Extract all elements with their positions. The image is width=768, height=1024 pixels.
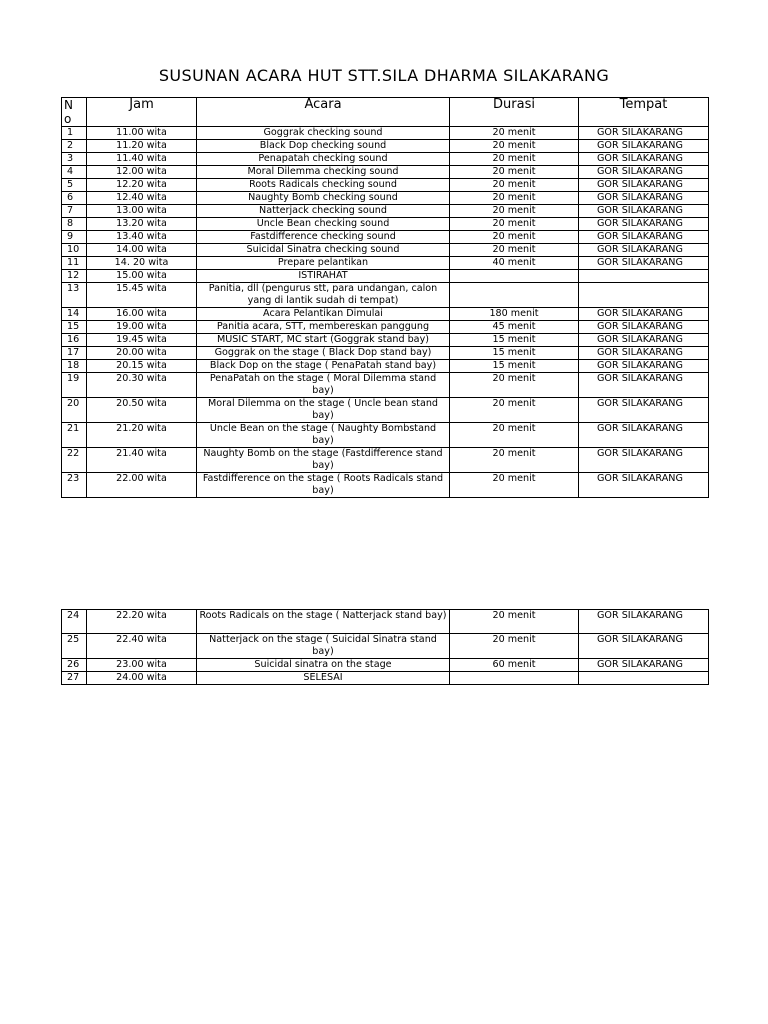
- cell-tempat: GOR SILAKARANG: [579, 448, 709, 473]
- cell-no: 27: [62, 672, 87, 685]
- cell-no: 3: [62, 153, 87, 166]
- cell-durasi: 60 menit: [450, 659, 579, 672]
- cell-tempat: GOR SILAKARANG: [579, 659, 709, 672]
- cell-durasi: 20 menit: [450, 634, 579, 659]
- cell-tempat: [579, 283, 709, 308]
- cell-no: 17: [62, 347, 87, 360]
- cell-jam: 19.45 wita: [87, 334, 197, 347]
- table-row: [62, 270, 709, 283]
- cell-durasi: 20 menit: [450, 179, 579, 192]
- cell-durasi: 40 menit: [450, 257, 579, 270]
- table-row: [62, 218, 709, 231]
- cell-acara: Fastdifference checking sound: [197, 231, 450, 244]
- cell-jam: 14. 20 wita: [87, 257, 197, 270]
- cell-jam: 14.00 wita: [87, 244, 197, 257]
- cell-durasi: 20 menit: [450, 610, 579, 634]
- cell-durasi: 15 menit: [450, 334, 579, 347]
- cell-durasi: 20 menit: [450, 423, 579, 448]
- cell-jam: 23.00 wita: [87, 659, 197, 672]
- table-row: [62, 448, 709, 473]
- table-row: [62, 192, 709, 205]
- cell-acara: Panitia, dll (pengurus stt, para undangan, calon yang di lantik sudah di tempat): [197, 283, 450, 308]
- cell-durasi: [450, 283, 579, 308]
- table-row: [62, 398, 709, 423]
- header-jam: Jam: [87, 98, 197, 127]
- cell-no: 22: [62, 448, 87, 473]
- table-row: [62, 659, 709, 672]
- table-row: [62, 257, 709, 270]
- table-row: [62, 140, 709, 153]
- cell-jam: 15.45 wita: [87, 283, 197, 308]
- cell-tempat: GOR SILAKARANG: [579, 610, 709, 634]
- cell-tempat: GOR SILAKARANG: [579, 347, 709, 360]
- table-row: [62, 672, 709, 685]
- cell-tempat: GOR SILAKARANG: [579, 373, 709, 398]
- cell-acara: Suicidal sinatra on the stage: [197, 659, 450, 672]
- cell-durasi: 20 menit: [450, 140, 579, 153]
- cell-no: 15: [62, 321, 87, 334]
- cell-tempat: GOR SILAKARANG: [579, 257, 709, 270]
- cell-jam: 20.50 wita: [87, 398, 197, 423]
- cell-jam: 13.00 wita: [87, 205, 197, 218]
- cell-durasi: [450, 270, 579, 283]
- cell-durasi: 20 menit: [450, 205, 579, 218]
- cell-acara: ISTIRAHAT: [197, 270, 450, 283]
- header-tempat: Tempat: [579, 98, 709, 127]
- cell-no: 8: [62, 218, 87, 231]
- cell-no: 11: [62, 257, 87, 270]
- cell-acara: Penapatah checking sound: [197, 153, 450, 166]
- cell-jam: 21.20 wita: [87, 423, 197, 448]
- cell-acara: Acara Pelantikan Dimulai: [197, 308, 450, 321]
- cell-jam: 15.00 wita: [87, 270, 197, 283]
- cell-tempat: GOR SILAKARANG: [579, 166, 709, 179]
- cell-durasi: 180 menit: [450, 308, 579, 321]
- cell-tempat: [579, 270, 709, 283]
- cell-tempat: GOR SILAKARANG: [579, 192, 709, 205]
- table-row: [62, 308, 709, 321]
- table-row: [62, 423, 709, 448]
- cell-durasi: 20 menit: [450, 398, 579, 423]
- table-row: [62, 179, 709, 192]
- cell-durasi: 20 menit: [450, 244, 579, 257]
- cell-no: 13: [62, 283, 87, 308]
- cell-durasi: 20 menit: [450, 231, 579, 244]
- cell-acara: Uncle Bean on the stage ( Naughty Bombstand bay): [197, 423, 450, 448]
- cell-durasi: 15 menit: [450, 347, 579, 360]
- cell-no: 4: [62, 166, 87, 179]
- cell-no: 2: [62, 140, 87, 153]
- cell-acara: Natterjack checking sound: [197, 205, 450, 218]
- cell-tempat: GOR SILAKARANG: [579, 334, 709, 347]
- cell-no: 6: [62, 192, 87, 205]
- cell-durasi: 20 menit: [450, 166, 579, 179]
- cell-tempat: GOR SILAKARANG: [579, 634, 709, 659]
- table-row: [62, 321, 709, 334]
- cell-acara: Panitia acara, STT, membereskan panggung: [197, 321, 450, 334]
- cell-no: 16: [62, 334, 87, 347]
- table-row: [62, 244, 709, 257]
- cell-jam: 13.40 wita: [87, 231, 197, 244]
- schedule-table-continued: [61, 609, 709, 685]
- cell-jam: 16.00 wita: [87, 308, 197, 321]
- cell-tempat: GOR SILAKARANG: [579, 321, 709, 334]
- cell-acara: Moral Dilemma on the stage ( Uncle bean stand bay): [197, 398, 450, 423]
- table-row: [62, 231, 709, 244]
- cell-durasi: 45 menit: [450, 321, 579, 334]
- table-row: [62, 205, 709, 218]
- cell-acara: Fastdifference on the stage ( Roots Radicals stand bay): [197, 473, 450, 498]
- cell-no: 5: [62, 179, 87, 192]
- cell-tempat: GOR SILAKARANG: [579, 179, 709, 192]
- table-row: [62, 634, 709, 659]
- cell-no: 19: [62, 373, 87, 398]
- table-row: [62, 473, 709, 498]
- cell-acara: Goggrak checking sound: [197, 127, 450, 140]
- cell-acara: Moral Dilemma checking sound: [197, 166, 450, 179]
- table-row: [62, 283, 709, 308]
- cell-jam: 19.00 wita: [87, 321, 197, 334]
- document-title: SUSUNAN ACARA HUT STT.SILA DHARMA SILAKARANG: [158, 66, 610, 85]
- cell-no: 18: [62, 360, 87, 373]
- cell-tempat: GOR SILAKARANG: [579, 127, 709, 140]
- table-row: [62, 347, 709, 360]
- cell-jam: 12.20 wita: [87, 179, 197, 192]
- cell-acara: Natterjack on the stage ( Suicidal Sinatra stand bay): [197, 634, 450, 659]
- cell-no: 24: [62, 610, 87, 634]
- cell-no: 9: [62, 231, 87, 244]
- cell-acara: PenaPatah on the stage ( Moral Dilemma stand bay): [197, 373, 450, 398]
- cell-jam: 11.40 wita: [87, 153, 197, 166]
- cell-durasi: 20 menit: [450, 127, 579, 140]
- table-row: [62, 127, 709, 140]
- cell-durasi: 20 menit: [450, 473, 579, 498]
- cell-jam: 20.30 wita: [87, 373, 197, 398]
- cell-no: 14: [62, 308, 87, 321]
- cell-jam: 22.00 wita: [87, 473, 197, 498]
- cell-durasi: 20 menit: [450, 218, 579, 231]
- table-row: [62, 373, 709, 398]
- cell-jam: 11.00 wita: [87, 127, 197, 140]
- cell-acara: Uncle Bean checking sound: [197, 218, 450, 231]
- cell-jam: 21.40 wita: [87, 448, 197, 473]
- cell-acara: Suicidal Sinatra checking sound: [197, 244, 450, 257]
- cell-acara: Black Dop checking sound: [197, 140, 450, 153]
- cell-acara: Naughty Bomb checking sound: [197, 192, 450, 205]
- table-row: [62, 334, 709, 347]
- cell-tempat: GOR SILAKARANG: [579, 308, 709, 321]
- cell-tempat: GOR SILAKARANG: [579, 398, 709, 423]
- cell-tempat: GOR SILAKARANG: [579, 244, 709, 257]
- cell-jam: 11.20 wita: [87, 140, 197, 153]
- cell-acara: Goggrak on the stage ( Black Dop stand bay): [197, 347, 450, 360]
- table-row: [62, 166, 709, 179]
- schedule-table: [61, 97, 709, 498]
- cell-durasi: 20 menit: [450, 448, 579, 473]
- cell-no: 26: [62, 659, 87, 672]
- cell-jam: 13.20 wita: [87, 218, 197, 231]
- cell-no: 1: [62, 127, 87, 140]
- cell-jam: 22.40 wita: [87, 634, 197, 659]
- cell-jam: 12.40 wita: [87, 192, 197, 205]
- cell-durasi: [450, 672, 579, 685]
- cell-acara: MUSIC START, MC start (Goggrak stand bay): [197, 334, 450, 347]
- cell-tempat: GOR SILAKARANG: [579, 218, 709, 231]
- cell-no: 20: [62, 398, 87, 423]
- table-header-row: [62, 98, 709, 127]
- cell-no: 21: [62, 423, 87, 448]
- cell-tempat: [579, 672, 709, 685]
- cell-no: 25: [62, 634, 87, 659]
- cell-no: 10: [62, 244, 87, 257]
- cell-tempat: GOR SILAKARANG: [579, 205, 709, 218]
- cell-jam: 24.00 wita: [87, 672, 197, 685]
- table-row: [62, 610, 709, 634]
- header-durasi: Durasi: [450, 98, 579, 127]
- cell-tempat: GOR SILAKARANG: [579, 153, 709, 166]
- cell-acara: Roots Radicals on the stage ( Natterjack stand bay): [197, 610, 450, 634]
- cell-no: 12: [62, 270, 87, 283]
- table-row: [62, 153, 709, 166]
- cell-acara: SELESAI: [197, 672, 450, 685]
- header-acara: Acara: [197, 98, 450, 127]
- cell-acara: Black Dop on the stage ( PenaPatah stand bay): [197, 360, 450, 373]
- cell-tempat: GOR SILAKARANG: [579, 231, 709, 244]
- cell-tempat: GOR SILAKARANG: [579, 360, 709, 373]
- cell-acara: Naughty Bomb on the stage (Fastdifference stand bay): [197, 448, 450, 473]
- cell-durasi: 20 menit: [450, 373, 579, 398]
- cell-jam: 20.00 wita: [87, 347, 197, 360]
- cell-no: 23: [62, 473, 87, 498]
- cell-jam: 22.20 wita: [87, 610, 197, 634]
- cell-jam: 20.15 wita: [87, 360, 197, 373]
- cell-acara: Roots Radicals checking sound: [197, 179, 450, 192]
- cell-jam: 12.00 wita: [87, 166, 197, 179]
- cell-no: 7: [62, 205, 87, 218]
- cell-acara: Prepare pelantikan: [197, 257, 450, 270]
- cell-tempat: GOR SILAKARANG: [579, 473, 709, 498]
- cell-tempat: GOR SILAKARANG: [579, 423, 709, 448]
- cell-durasi: 15 menit: [450, 360, 579, 373]
- cell-durasi: 20 menit: [450, 192, 579, 205]
- cell-tempat: GOR SILAKARANG: [579, 140, 709, 153]
- header-no: N o: [62, 98, 87, 127]
- cell-durasi: 20 menit: [450, 153, 579, 166]
- table-row: [62, 360, 709, 373]
